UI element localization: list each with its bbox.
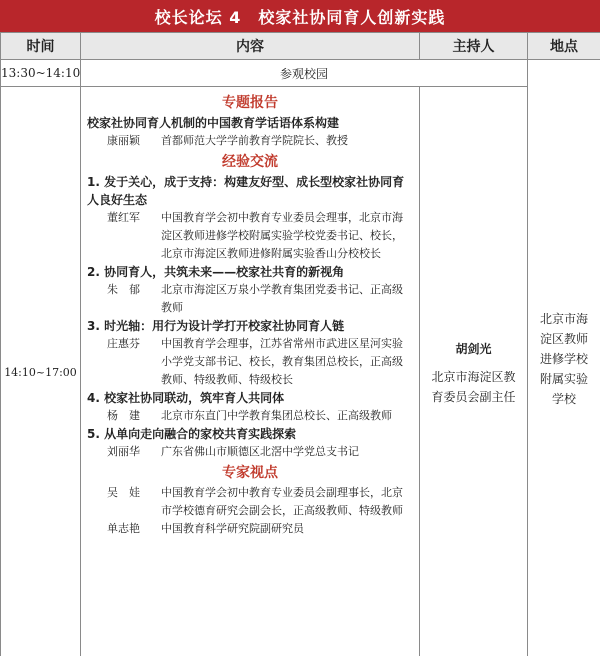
speaker-name: 庄惠芬 xyxy=(107,337,140,350)
campus-visit-cell: 参观校园 xyxy=(81,60,528,87)
section-heading-report: 专题报告 xyxy=(222,95,278,111)
agenda-table xyxy=(0,32,600,656)
exchange-item-title: 1. 发于关心，成于支持：构建友好型、成长型校家社协同育人良好生态 xyxy=(87,175,405,207)
speaker-line xyxy=(87,407,413,425)
exchange-item-title: 2. 协同育人，共筑未来——校家社共育的新视角 xyxy=(87,265,345,279)
speaker-name: 朱 郁 xyxy=(107,283,140,296)
speaker-name: 吴 娃 xyxy=(107,486,140,499)
speaker-line xyxy=(87,520,413,538)
row-forum-session xyxy=(1,87,600,656)
exchange-item-title: 5. 从单向走向融合的家校共育实践探索 xyxy=(87,427,297,441)
session-content xyxy=(81,87,420,656)
header-time: 时间 xyxy=(1,33,81,60)
header-location: 地点 xyxy=(528,33,600,60)
header-row xyxy=(1,33,600,60)
exchange-item-title: 3. 时光轴：用行为设计学打开校家社协同育人链 xyxy=(87,319,345,333)
host-cell xyxy=(420,87,528,656)
speaker-name: 刘丽华 xyxy=(107,445,140,458)
speaker-title: 中国教育学会理事，江苏省常州市武进区星河实验小学党支部书记、校长，教育集团总校长，正高级教师、特级教师、特级校长 xyxy=(161,337,403,386)
forum-title-banner: 校长论坛 4 校家社协同育人创新实践 xyxy=(0,0,600,32)
speaker-line xyxy=(87,281,413,317)
section-heading-exchange: 经验交流 xyxy=(222,154,278,170)
speaker-line xyxy=(87,335,413,389)
speaker-name: 康丽颖 xyxy=(107,134,140,147)
time-cell: 13:30~14:10 xyxy=(1,60,81,87)
speaker-title: 北京市东直门中学教育集团总校长、正高级教师 xyxy=(161,409,392,422)
speaker-line xyxy=(87,209,413,263)
exchange-item-title: 4. 校家社协同联动，筑牢育人共同体 xyxy=(87,391,285,405)
speaker-name: 杨 建 xyxy=(107,409,140,422)
speaker-line xyxy=(87,132,413,150)
speaker-line xyxy=(87,484,413,520)
host-name: 胡剑光 xyxy=(455,341,492,356)
speaker-name: 董红军 xyxy=(107,211,140,224)
report-topic: 校家社协同育人机制的中国教育学话语体系构建 xyxy=(87,116,340,130)
speaker-title: 中国教育学会初中教育专业委员会理事，北京市海淀区教师进修学校附属实验学校党委书记、校长，北京市海淀区教师进修附属实验香山分校校长 xyxy=(161,211,403,260)
speaker-title: 中国教育科学研究院副研究员 xyxy=(161,522,304,535)
speaker-title: 广东省佛山市顺德区北滘中学党总支书记 xyxy=(161,445,359,458)
header-content: 内容 xyxy=(81,33,420,60)
speaker-title: 北京市海淀区万泉小学教育集团党委书记、正高级教师 xyxy=(161,283,403,314)
location-cell: 北京市海淀区教师进修学校附属实验学校 xyxy=(528,60,600,656)
speaker-title: 中国教育学会初中教育专业委员会副理事长，北京市学校德育研究会副会长，正高级教师、特级教师 xyxy=(161,486,403,517)
time-cell: 14:10~17:00 xyxy=(1,87,81,656)
section-heading-perspective: 专家视点 xyxy=(222,465,278,481)
speaker-line xyxy=(87,443,413,461)
row-campus-visit xyxy=(1,60,600,87)
header-host: 主持人 xyxy=(420,33,528,60)
speaker-name: 单志艳 xyxy=(107,522,140,535)
host-title: 北京市海淀区教育委员会副主任 xyxy=(431,369,516,404)
speaker-title: 首都师范大学学前教育学院院长、教授 xyxy=(161,134,348,147)
